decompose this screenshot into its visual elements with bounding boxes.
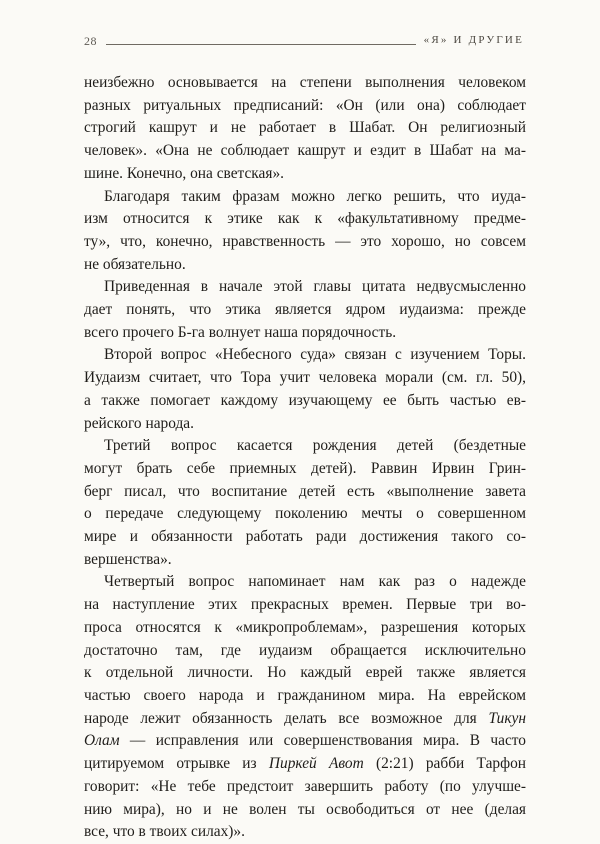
paragraph-3 xyxy=(84,276,526,344)
paragraph-6 xyxy=(84,571,526,843)
text-line: дает понять, что этика является ядром иудаизма: прежде xyxy=(84,301,526,319)
text-line: разных ритуальных предписаний: «Он (или она) соблюдает xyxy=(84,96,526,114)
header-rule xyxy=(106,44,416,45)
page-number: 28 xyxy=(84,34,97,48)
text-line: вершенства». xyxy=(84,550,172,568)
text-line: ту», что, конечно, нравственность — это хорошо, но совсем xyxy=(84,232,526,250)
text-line: все, что в твоих силах)». xyxy=(84,823,245,841)
text-line: Четвертый вопрос напоминает нам как раз о надежде xyxy=(104,573,526,591)
section-title: «Я» И ДРУГИЕ xyxy=(423,34,524,46)
text-line: говорит: «Не тебе предстоит завершить работу (по улучше- xyxy=(84,777,526,795)
italic-title: Пиркей Авот xyxy=(268,755,364,773)
text-line: строгий кашрут и не работает в Шабат. Он религиозный xyxy=(84,119,526,137)
text-line: изм относится к этике как к «факультативному предме- xyxy=(84,210,526,228)
text-line: Второй вопрос «Небесного суда» связан с изучением Торы. xyxy=(104,346,526,364)
body-text xyxy=(84,72,526,844)
text-line: неизбежно основывается на степени выполнения человеком xyxy=(84,74,526,91)
text-line: могут брать себе приемных детей). Раввин Ирвин Грин- xyxy=(84,459,526,477)
text-line: а также помогает каждому изучающему ее быть частью ев- xyxy=(84,391,526,409)
italic-term: Олам xyxy=(84,732,120,750)
text-line: мире и обязанности работать ради достижения такого со- xyxy=(84,528,526,546)
text-line: шине. Конечно, она светская». xyxy=(84,164,284,182)
text-line: Третий вопрос касается рождения детей (бездетные xyxy=(104,437,526,455)
text-line: о передаче следующему поколению мечты о совершенном xyxy=(84,505,526,523)
text-line: народе лежит обязанность делать все возможное для Тикун xyxy=(84,709,526,727)
text-line: рейского народа. xyxy=(84,414,194,432)
text-line: Приведенная в начале этой главы цитата недвусмысленно xyxy=(104,278,526,296)
paragraph-2 xyxy=(84,186,526,277)
running-head xyxy=(84,34,524,54)
text-line: не обязательно. xyxy=(84,255,186,273)
text-line: к отдельной личности. Но каждый еврей также является xyxy=(84,664,526,682)
text-line: цитируемом отрывке из Пиркей Авот (2:21) рабби Тарфон xyxy=(84,755,526,773)
text-line: Иудаизм считает, что Тора учит человека морали (см. гл. 50), xyxy=(84,369,526,387)
paragraph-5 xyxy=(84,435,526,571)
italic-term: Тикун xyxy=(488,709,526,727)
text-line: достаточно там, где иудаизм обращается исключительно xyxy=(84,641,526,659)
text-line: всего прочего Б-га волнует наша порядочность. xyxy=(84,323,397,341)
paragraph-1 xyxy=(84,72,526,186)
text-line: частью своего народа и гражданином мира. На еврейском xyxy=(84,686,526,704)
text-line: человек». «Она не соблюдает кашрут и ездит в Шабат на ма- xyxy=(84,142,526,160)
paragraph-4 xyxy=(84,344,526,435)
text-line: Благодаря таким фразам можно легко решить, что иуда- xyxy=(104,187,526,205)
text-line: на наступление этих прекрасных времен. Первые три во- xyxy=(84,596,526,614)
text-line: берг писал, что воспитание детей есть «выполнение завета xyxy=(84,482,526,500)
text-line: Олам — исправления или совершенствования мира. В часто xyxy=(84,732,526,750)
text-line: нию мира), но и не волен ты освободиться от нее (делая xyxy=(84,800,526,818)
text-line: проса относятся к «микропроблемам», разрешения которых xyxy=(84,618,526,636)
